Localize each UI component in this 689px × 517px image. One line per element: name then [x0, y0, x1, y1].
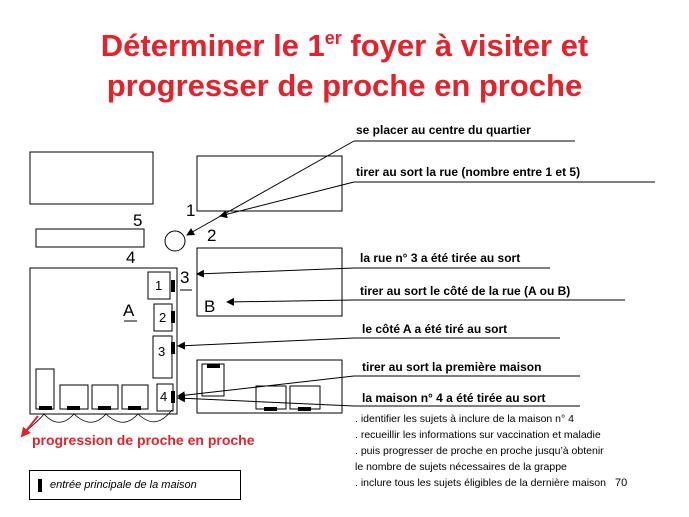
title-line-2: progresser de proche en proche — [106, 68, 583, 103]
street-number-3: 3 — [180, 268, 190, 287]
step-2-label: tirer au sort la rue (nombre entre 1 et 5) — [356, 165, 581, 179]
instruction-item: . recueillir les informations sur vaccination et maladie — [355, 429, 601, 441]
house-number-1: 1 — [155, 278, 163, 293]
house-box — [36, 369, 54, 409]
entrance-mark — [171, 280, 175, 292]
side-b-label: B — [204, 297, 216, 316]
street-number-4: 4 — [126, 248, 136, 267]
legend-box — [29, 470, 241, 500]
step-7-label: la maison n° 4 a été tirée au sort — [362, 391, 546, 405]
house-number-4: 4 — [160, 389, 168, 404]
legend-text: entrée principale de la maison — [50, 479, 197, 491]
entrance-mark — [171, 391, 175, 403]
entrance-mark — [39, 406, 52, 410]
instruction-item: le nombre de sujets nécessaires de la grappe — [355, 461, 567, 473]
step-3-label: la rue n° 3 a été tirée au sort — [360, 251, 521, 265]
street-number-1: 1 — [186, 201, 196, 220]
house-box — [256, 386, 286, 409]
block-top-left — [30, 152, 153, 204]
instruction-item: . puis progresser de proche en proche jusqu’à obtenir — [355, 445, 604, 457]
progression-label: progression de proche en proche — [32, 432, 255, 448]
street-number-5: 5 — [133, 211, 143, 230]
step-1-label: se placer au centre du quartier — [356, 123, 531, 137]
pointer-arrow — [227, 300, 354, 302]
entrance-mark — [207, 364, 220, 368]
entrance-mark — [298, 407, 311, 411]
instructions-list — [355, 411, 606, 491]
block-small-left — [36, 229, 144, 247]
instruction-item: . identifier les sujets à inclure de la maison n° 4 — [355, 413, 574, 425]
entrance-mark — [264, 407, 277, 411]
entrance-mark — [67, 406, 80, 410]
quarter-center — [165, 231, 185, 251]
pointer-arrow — [178, 338, 354, 346]
house-box — [290, 386, 320, 409]
house-number-2: 2 — [159, 310, 167, 325]
block-top-right — [197, 156, 342, 211]
house-number-3: 3 — [158, 344, 166, 359]
side-a-label: A — [123, 301, 135, 320]
step-5-label: le côté A a été tiré au sort — [362, 322, 508, 336]
instruction-item: . inclure tous les sujets éligibles de la dernière maison — [355, 477, 606, 489]
entrance-mark — [171, 342, 175, 354]
title-line-1: Déterminer le 1er foyer à visiter et — [100, 28, 589, 63]
house-box — [122, 385, 148, 409]
house-box — [92, 385, 118, 409]
entrance-icon — [38, 479, 42, 492]
step-4-label: tirer au sort le côté de la rue (A ou B) — [360, 284, 571, 298]
house-box — [60, 385, 88, 409]
entrance-mark — [128, 406, 141, 410]
pointer-arrow — [197, 268, 354, 274]
page-number: 70 — [615, 477, 628, 489]
step-6-label: tirer au sort la première maison — [362, 360, 542, 374]
street-number-2: 2 — [207, 226, 217, 245]
entrance-mark — [171, 311, 175, 323]
block-b — [197, 248, 342, 316]
entrance-mark — [98, 406, 111, 410]
